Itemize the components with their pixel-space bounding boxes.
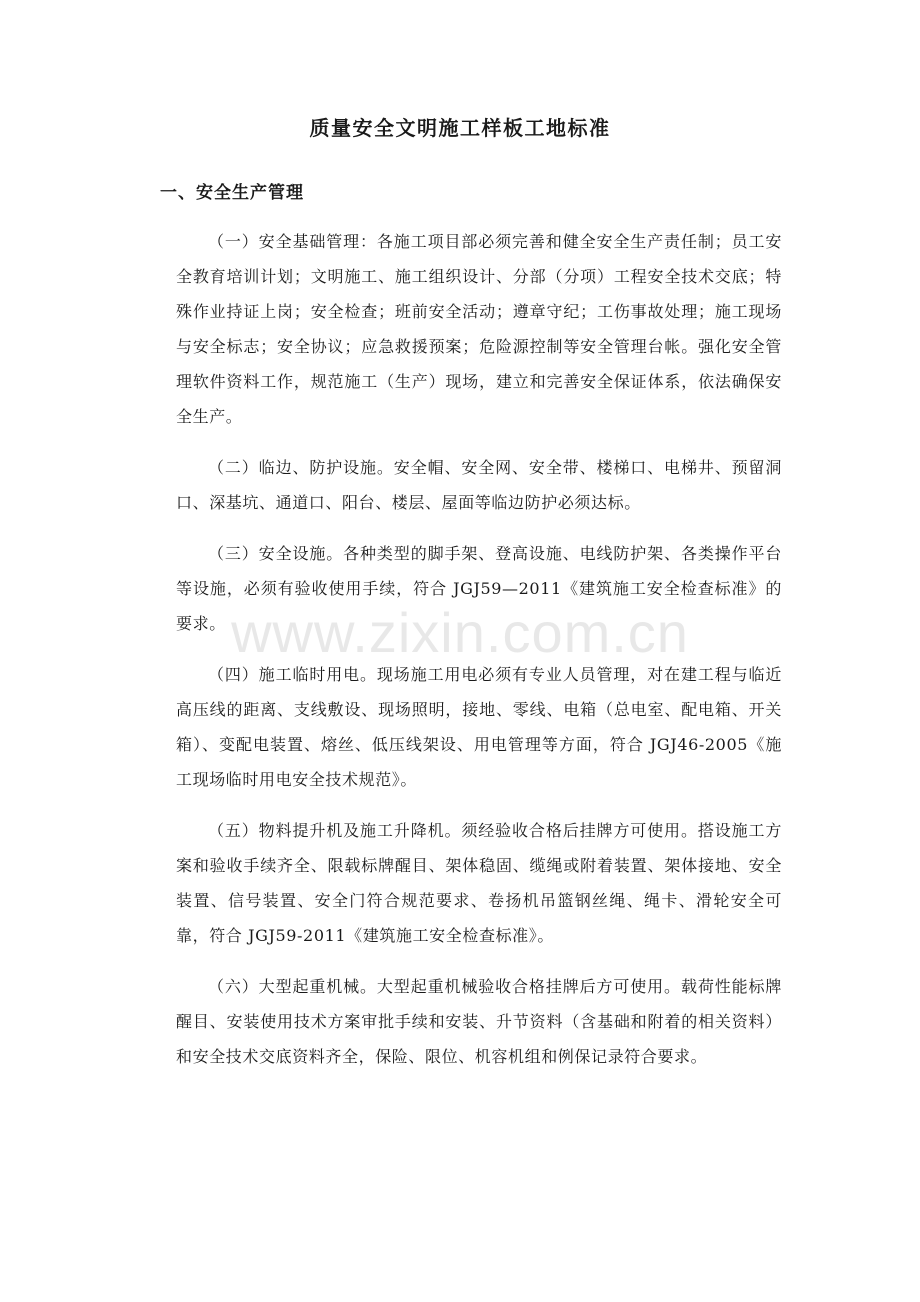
section-heading: 一、安全生产管理 bbox=[160, 183, 304, 203]
paragraph-edge-protection: （二）临边、防护设施。安全帽、安全网、安全带、楼梯口、电梯井、预留洞口、深基坑、通道口、阳台、楼层、屋面等临边防护必须达标。 bbox=[176, 458, 782, 512]
paragraph-heavy-cranes: （六）大型起重机械。大型起重机械验收合格挂牌后方可使用。载荷性能标牌醒目、安装使用技术方案审批手续和安装、升节资料（含基础和附着的相关资料）和安全技术交底资料齐全，保险、限位、机容机组和例保记录符合要求。 bbox=[176, 977, 782, 1066]
paragraph-temporary-power: （四）施工临时用电。现场施工用电必须有专业人员管理，对在建工程与临近高压线的距离、支线敷设、现场照明，接地、零线、电箱（总电室、配电箱、开关箱）、变配电装置、熔丝、低压线架设、用电管理等方面，符合 JGJ46-2005《施工现场临时用电安全技术规范》。 bbox=[176, 665, 782, 789]
paragraph-safety-foundation: （一）安全基础管理：各施工项目部必须完善和健全安全生产责任制；员工安全教育培训计划；文明施工、施工组织设计、分部（分项）工程安全技术交底；特殊作业持证上岗；安全检查；班前安全活动；遵章守纪；工伤事故处理；施工现场与安全标志；安全协议；应急救援预案；危险源控制等安全管理台帐。强化安全管理软件资料工作，规范施工（生产）现场，建立和完善安全保证体系，依法确保安全生产。 bbox=[176, 232, 782, 426]
paragraph-hoists: （五）物料提升机及施工升降机。须经验收合格后挂牌方可使用。搭设施工方案和验收手续齐全、限载标牌醒目、架体稳固、缆绳或附着装置、架体接地、安全装置、信号装置、安全门符合规范要求、卷扬机吊篮钢丝绳、绳卡、滑轮安全可靠，符合 JGJ59-2011《建筑施工安全检查标准》。 bbox=[176, 821, 782, 945]
document-title: 质量安全文明施工样板工地标准 bbox=[309, 116, 611, 140]
site-watermark: www.zixin.com.cn bbox=[231, 601, 689, 664]
paragraph-safety-facilities: （三）安全设施。各种类型的脚手架、登高设施、电线防护架、各类操作平台等设施，必须有验收使用手续，符合 JGJ59—2011《建筑施工安全检查标准》的要求。 bbox=[176, 544, 782, 633]
